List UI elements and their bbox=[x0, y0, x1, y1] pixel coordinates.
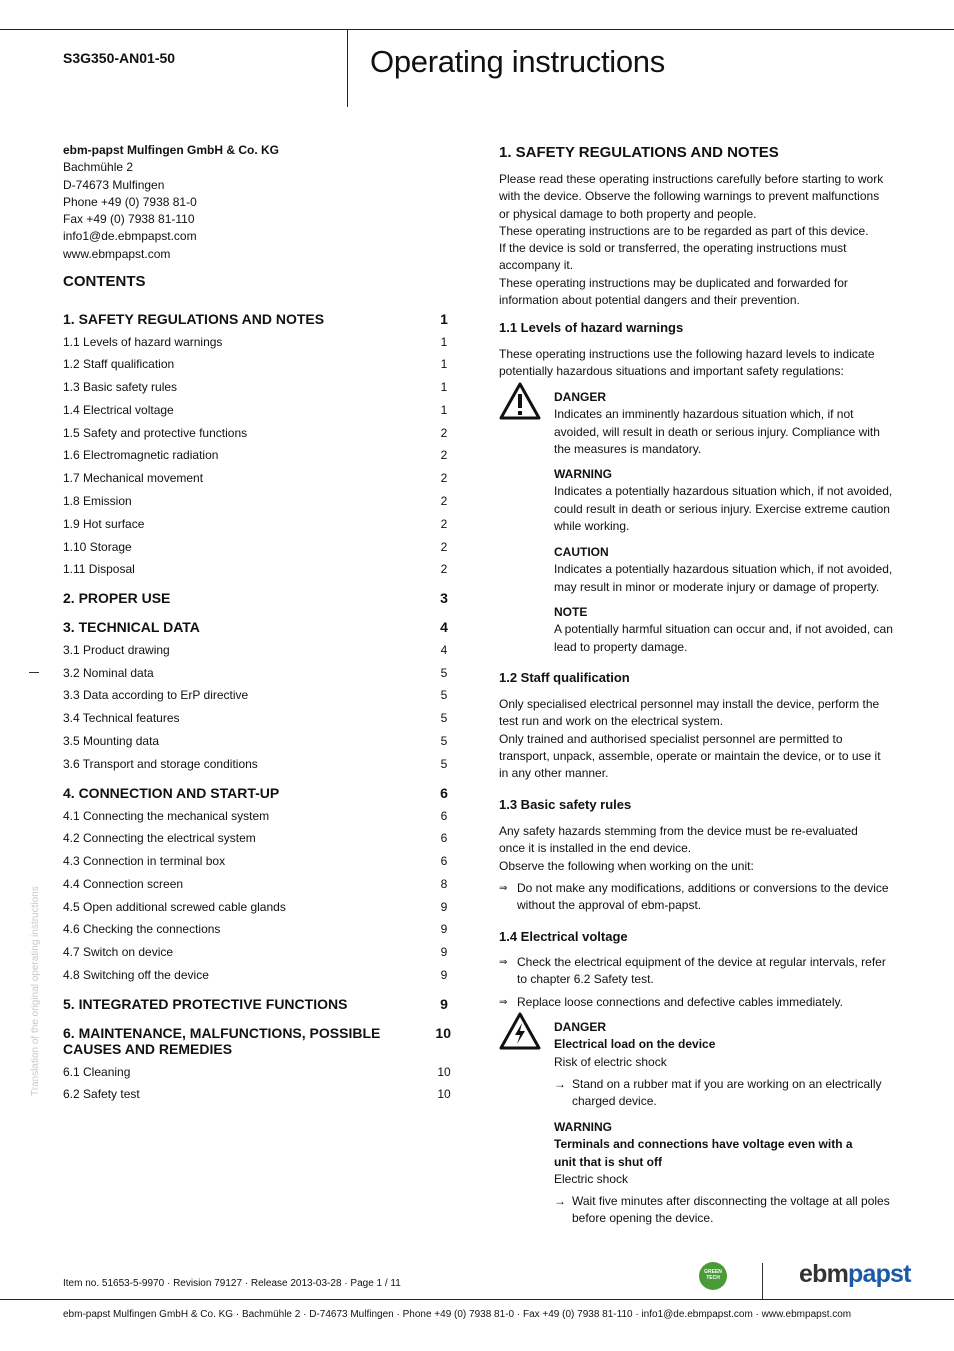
note-label: NOTE bbox=[554, 605, 588, 619]
toc-label: 1.7 Mechanical movement bbox=[63, 471, 204, 485]
toc-entry[interactable] bbox=[63, 666, 451, 680]
toc-label: 6. MAINTENANCE, MALFUNCTIONS, POSSIBLE CAUSES AND REMEDIES bbox=[63, 1025, 381, 1057]
toc-label: 5. INTEGRATED PROTECTIVE FUNCTIONS bbox=[63, 996, 348, 1012]
toc-page: 1 bbox=[440, 380, 448, 394]
toc-label: 4.3 Connection in terminal box bbox=[63, 854, 226, 868]
green-tech-label: GREEN TECH bbox=[704, 1269, 722, 1281]
toc-label: 1.8 Emission bbox=[63, 494, 132, 508]
subsection-text bbox=[499, 696, 894, 782]
toc-entry[interactable] bbox=[63, 448, 451, 462]
toc-entry[interactable] bbox=[63, 831, 451, 845]
text-line: potentially hazardous situations and important safety regulations: bbox=[499, 364, 844, 379]
toc-entry[interactable] bbox=[63, 426, 451, 440]
section-intro bbox=[499, 171, 894, 309]
toc-page: 9 bbox=[440, 968, 448, 982]
text-line: in any other manner. bbox=[499, 766, 609, 781]
toc-entry[interactable] bbox=[63, 785, 451, 801]
intro-line: Please read these operating instructions carefully before starting to work bbox=[499, 172, 884, 186]
toc-label: 4.2 Connecting the electrical system bbox=[63, 831, 256, 845]
action-text: Wait five minutes after disconnecting the voltage at all poles before opening the device. bbox=[572, 1194, 890, 1226]
toc-page: 6 bbox=[440, 809, 448, 823]
address-web[interactable]: www.ebmpapst.com bbox=[63, 246, 171, 261]
toc-entry[interactable] bbox=[63, 380, 451, 394]
toc-label: 4.5 Open additional screwed cable glands bbox=[63, 900, 286, 914]
toc-page: 2 bbox=[440, 471, 448, 485]
action-item bbox=[554, 1076, 894, 1111]
danger-text: Risk of electric shock bbox=[554, 1054, 667, 1069]
toc-label: 1.3 Basic safety rules bbox=[63, 380, 178, 394]
warning-label: WARNING bbox=[554, 467, 612, 481]
toc-label: 1.10 Storage bbox=[63, 540, 132, 554]
toc-entry[interactable] bbox=[63, 403, 451, 417]
toc-entry[interactable] bbox=[63, 734, 451, 748]
toc-label: 1. SAFETY REGULATIONS AND NOTES bbox=[63, 311, 325, 327]
footer-rule bbox=[0, 1299, 954, 1300]
toc-page: 9 bbox=[440, 996, 448, 1012]
toc-entry[interactable] bbox=[63, 1025, 451, 1057]
logo-papst: papst bbox=[848, 1260, 911, 1288]
warning-label: WARNING bbox=[554, 1120, 612, 1134]
toc-entry[interactable] bbox=[63, 968, 451, 982]
toc-label: 1.6 Electromagnetic radiation bbox=[63, 448, 219, 462]
text-line: transport, unpack, assemble, operate or maintain the device, or to use it bbox=[499, 748, 881, 763]
bullet-text: Check the electrical equipment of the device at regular intervals, refer to chapter 6.2 Safety test. bbox=[517, 955, 886, 987]
address-email[interactable]: info1@de.ebmpapst.com bbox=[63, 229, 197, 244]
toc-entry[interactable] bbox=[63, 1087, 451, 1101]
translation-note: Translation of the original operating instructions bbox=[30, 886, 41, 1096]
section-heading: 1. SAFETY REGULATIONS AND NOTES bbox=[499, 144, 779, 161]
toc-entry[interactable] bbox=[63, 945, 451, 959]
toc-label: 3.3 Data according to ErP directive bbox=[63, 688, 249, 702]
toc-entry[interactable] bbox=[63, 1065, 451, 1079]
bullet-item bbox=[499, 994, 894, 1011]
toc-label: 4.8 Switching off the device bbox=[63, 968, 209, 982]
subsection-heading: 1.4 Electrical voltage bbox=[499, 929, 628, 944]
action-arrow-icon: → bbox=[554, 1077, 566, 1091]
electric-shock-warning-icon bbox=[499, 1012, 541, 1050]
toc-label: 1.11 Disposal bbox=[63, 562, 135, 576]
toc-page: 5 bbox=[440, 666, 448, 680]
electrical-danger-notice bbox=[554, 1019, 894, 1071]
intro-line: accompany it. bbox=[499, 258, 574, 273]
toc-label: 4.1 Connecting the mechanical system bbox=[63, 809, 270, 823]
footer-address: ebm-papst Mulfingen GmbH & Co. KG · Bachmühle 2 · D-74673 Mulfingen · Phone +49 (0) 7938 81-0 · Fax +49 (0) 7938 81-110 · info1@de.ebmpapst.com · www.ebmpapst.com bbox=[63, 1309, 852, 1320]
action-item bbox=[554, 1193, 894, 1228]
toc-page: 2 bbox=[440, 494, 448, 508]
text-line: Only specialised electrical personnel may install the device, perform the bbox=[499, 697, 880, 711]
toc-label: 2. PROPER USE bbox=[63, 590, 171, 606]
toc-label: 1.5 Safety and protective functions bbox=[63, 426, 248, 440]
toc-page: 1 bbox=[440, 311, 448, 327]
toc-page: 9 bbox=[440, 922, 448, 936]
toc-label: 3.1 Product drawing bbox=[63, 643, 170, 657]
toc-page: 2 bbox=[440, 562, 448, 576]
toc-page: 5 bbox=[440, 688, 448, 702]
intro-line: If the device is sold or transferred, the operating instructions must bbox=[499, 241, 847, 256]
text-line: Observe the following when working on the unit: bbox=[499, 858, 754, 873]
header-divider bbox=[347, 29, 348, 107]
danger-notice bbox=[554, 389, 894, 458]
toc-entry[interactable] bbox=[63, 540, 451, 554]
bullet-text: Replace loose connections and defective cables immediately. bbox=[517, 995, 843, 1009]
bullet-item bbox=[499, 880, 894, 915]
toc-entry[interactable] bbox=[63, 854, 451, 868]
danger-label: DANGER bbox=[554, 1020, 607, 1034]
logo-divider bbox=[762, 1263, 763, 1299]
bullet-arrow-icon: ⇒ bbox=[499, 957, 508, 968]
toc-entry[interactable] bbox=[63, 357, 451, 371]
address-street: Bachmühle 2 bbox=[63, 160, 134, 175]
text-line: test run and work on the electrical system. bbox=[499, 714, 724, 729]
toc-page: 2 bbox=[440, 517, 448, 531]
warning-triangle-icon bbox=[499, 382, 541, 420]
caution-label: CAUTION bbox=[554, 545, 609, 559]
toc-page: 2 bbox=[440, 540, 448, 554]
toc-label: 4.7 Switch on device bbox=[63, 945, 174, 959]
subsection-heading: 1.1 Levels of hazard warnings bbox=[499, 320, 684, 335]
toc-entry[interactable] bbox=[63, 877, 451, 891]
bullet-arrow-icon: ⇒ bbox=[499, 883, 508, 894]
toc-entry[interactable] bbox=[63, 688, 451, 702]
electrical-warning-notice bbox=[554, 1119, 894, 1188]
text-line: These operating instructions use the following hazard levels to indicate bbox=[499, 347, 875, 361]
toc-entry[interactable] bbox=[63, 711, 451, 725]
toc-entry[interactable] bbox=[63, 922, 451, 936]
text-line: Any safety hazards stemming from the device must be re-evaluated bbox=[499, 824, 858, 838]
toc-page: 9 bbox=[440, 945, 448, 959]
toc-page: 10 bbox=[435, 1025, 451, 1041]
intro-line: information about potential dangers and their prevention. bbox=[499, 293, 800, 308]
fold-mark bbox=[29, 672, 39, 673]
toc-page: 6 bbox=[440, 854, 448, 868]
address-phone: Phone +49 (0) 7938 81-0 bbox=[63, 194, 197, 209]
toc-label: 6.1 Cleaning bbox=[63, 1065, 131, 1079]
toc-page: 3 bbox=[440, 590, 448, 606]
warning-title: Terminals and connections have voltage even with a unit that is shut off bbox=[554, 1137, 853, 1169]
toc-page: 8 bbox=[440, 877, 448, 891]
toc-label: 3.4 Technical features bbox=[63, 711, 180, 725]
toc-label: 4.6 Checking the connections bbox=[63, 922, 221, 936]
action-arrow-icon: → bbox=[554, 1194, 566, 1208]
warning-text: Indicates a potentially hazardous situation which, if not avoided, could result in death or serious injury. Exercise extreme caution while working. bbox=[554, 484, 893, 533]
toc-label: 4. CONNECTION AND START-UP bbox=[63, 785, 280, 801]
toc-page: 2 bbox=[440, 448, 448, 462]
toc-entry[interactable] bbox=[63, 311, 451, 327]
toc-entry[interactable] bbox=[63, 494, 451, 508]
subsection-heading: 1.2 Staff qualification bbox=[499, 670, 630, 685]
toc-page: 1 bbox=[440, 357, 448, 371]
note-text: A potentially harmful situation can occur and, if not avoided, can lead to property damage. bbox=[554, 622, 893, 654]
toc-page: 6 bbox=[440, 785, 448, 801]
page-title: Operating instructions bbox=[370, 44, 665, 79]
warning-notice bbox=[554, 466, 894, 535]
action-text: Stand on a rubber mat if you are working on an electrically charged device. bbox=[572, 1077, 882, 1109]
toc-page: 4 bbox=[440, 619, 448, 635]
intro-line: These operating instructions are to be regarded as part of this device. bbox=[499, 223, 869, 238]
text-line: once it is installed in the end device. bbox=[499, 841, 692, 856]
toc-entry[interactable] bbox=[63, 809, 451, 823]
toc-label: 3.5 Mounting data bbox=[63, 734, 160, 748]
toc-page: 5 bbox=[440, 734, 448, 748]
toc-page: 4 bbox=[440, 643, 448, 657]
toc-page: 5 bbox=[440, 711, 448, 725]
company-address bbox=[63, 142, 279, 263]
address-fax: Fax +49 (0) 7938 81-110 bbox=[63, 212, 195, 227]
intro-line: with the device. Observe the following warnings to prevent malfunctions bbox=[499, 189, 880, 204]
toc-label: 3.6 Transport and storage conditions bbox=[63, 757, 258, 771]
note-notice bbox=[554, 604, 894, 656]
text-line: Only trained and authorised specialist personnel are permitted to bbox=[499, 731, 843, 746]
warning-text: Electric shock bbox=[554, 1171, 629, 1186]
toc-entry[interactable] bbox=[63, 517, 451, 531]
bullet-text: Do not make any modifications, additions or conversions to the device without the approval of ebm-papst. bbox=[517, 881, 889, 913]
toc-page: 6 bbox=[440, 831, 448, 845]
document-info: Item no. 51653-5-9970 · Revision 79127 · Release 2013-03-28 · Page 1 / 11 bbox=[63, 1278, 401, 1289]
toc-entry[interactable] bbox=[63, 590, 451, 606]
toc-label: 1.9 Hot surface bbox=[63, 517, 145, 531]
model-number: S3G350-AN01-50 bbox=[63, 50, 176, 66]
toc-page: 9 bbox=[440, 900, 448, 914]
toc-label: 1.1 Levels of hazard warnings bbox=[63, 335, 223, 349]
toc-page: 10 bbox=[437, 1087, 451, 1101]
toc-page: 2 bbox=[440, 426, 448, 440]
subsection-text bbox=[499, 346, 894, 381]
toc-entry[interactable] bbox=[63, 757, 451, 771]
toc-page: 1 bbox=[440, 403, 448, 417]
toc-entry[interactable] bbox=[63, 471, 451, 485]
danger-title: Electrical load on the device bbox=[554, 1037, 716, 1052]
toc-entry[interactable] bbox=[63, 643, 451, 657]
toc-label: 1.4 Electrical voltage bbox=[63, 403, 174, 417]
toc-label: 6.2 Safety test bbox=[63, 1087, 140, 1101]
toc-page: 1 bbox=[440, 335, 448, 349]
company-name: ebm-papst Mulfingen GmbH & Co. KG bbox=[63, 143, 279, 157]
toc-entry[interactable] bbox=[63, 900, 451, 914]
intro-line: These operating instructions may be duplicated and forwarded for bbox=[499, 275, 848, 290]
toc-entry[interactable] bbox=[63, 619, 451, 635]
toc-entry[interactable] bbox=[63, 562, 451, 576]
danger-text: Indicates an imminently hazardous situation which, if not avoided, will result in death or serious injury. Compliance with the measures is mandatory. bbox=[554, 407, 880, 456]
danger-label: DANGER bbox=[554, 390, 607, 404]
bullet-arrow-icon: ⇒ bbox=[499, 997, 508, 1008]
toc-label: 3. TECHNICAL DATA bbox=[63, 619, 200, 635]
toc-page: 10 bbox=[437, 1065, 451, 1079]
toc-label: 1.2 Staff qualification bbox=[63, 357, 175, 371]
address-city: D-74673 Mulfingen bbox=[63, 177, 165, 192]
caution-notice bbox=[554, 544, 894, 596]
subsection-text bbox=[499, 823, 894, 875]
toc-entry[interactable] bbox=[63, 996, 451, 1012]
toc-label: 3.2 Nominal data bbox=[63, 666, 154, 680]
caution-text: Indicates a potentially hazardous situation which, if not avoided, may result in minor or moderate injury or damage of property. bbox=[554, 562, 893, 594]
bullet-item bbox=[499, 954, 894, 989]
ebmpapst-logo bbox=[799, 1260, 911, 1289]
intro-line: or physical damage to both property and people. bbox=[499, 206, 757, 221]
toc-page: 5 bbox=[440, 757, 448, 771]
subsection-heading: 1.3 Basic safety rules bbox=[499, 797, 632, 812]
contents-heading: CONTENTS bbox=[63, 273, 146, 290]
header-rule bbox=[0, 29, 954, 30]
logo-ebm: ebm bbox=[799, 1260, 849, 1288]
toc-label: 4.4 Connection screen bbox=[63, 877, 184, 891]
toc-entry[interactable] bbox=[63, 335, 451, 349]
